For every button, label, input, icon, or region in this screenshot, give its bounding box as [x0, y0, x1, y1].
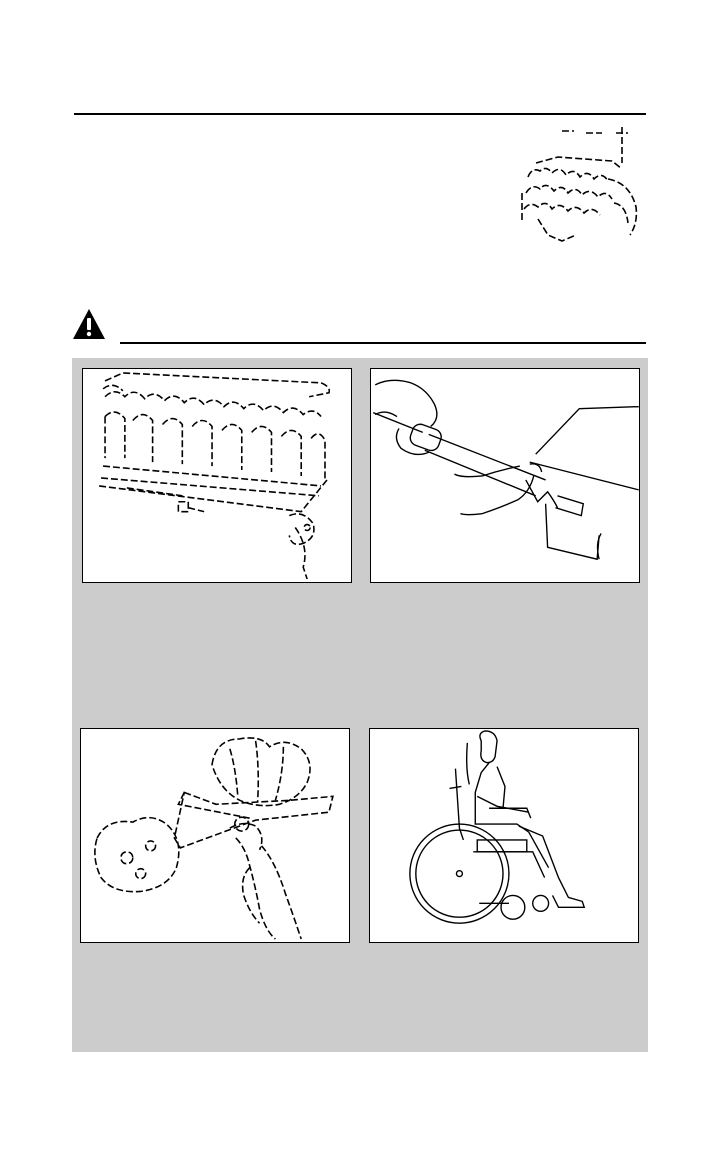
inflation-hose-icon [371, 369, 639, 582]
wheelchair-user-icon [370, 729, 638, 942]
hand-holding-cushion-cell-illustration [80, 728, 350, 943]
header-rule [74, 113, 646, 115]
warning-triangle-icon [72, 308, 106, 340]
cushion-valve-closeup-illustration [82, 368, 352, 583]
cushion-cell-icon [81, 729, 349, 942]
person-in-wheelchair-illustration [369, 728, 639, 943]
warning-rule [120, 342, 646, 344]
hands-holding-hose-illustration [370, 368, 640, 583]
cushion-valve-icon [83, 369, 351, 582]
cushion-icon [518, 123, 642, 245]
